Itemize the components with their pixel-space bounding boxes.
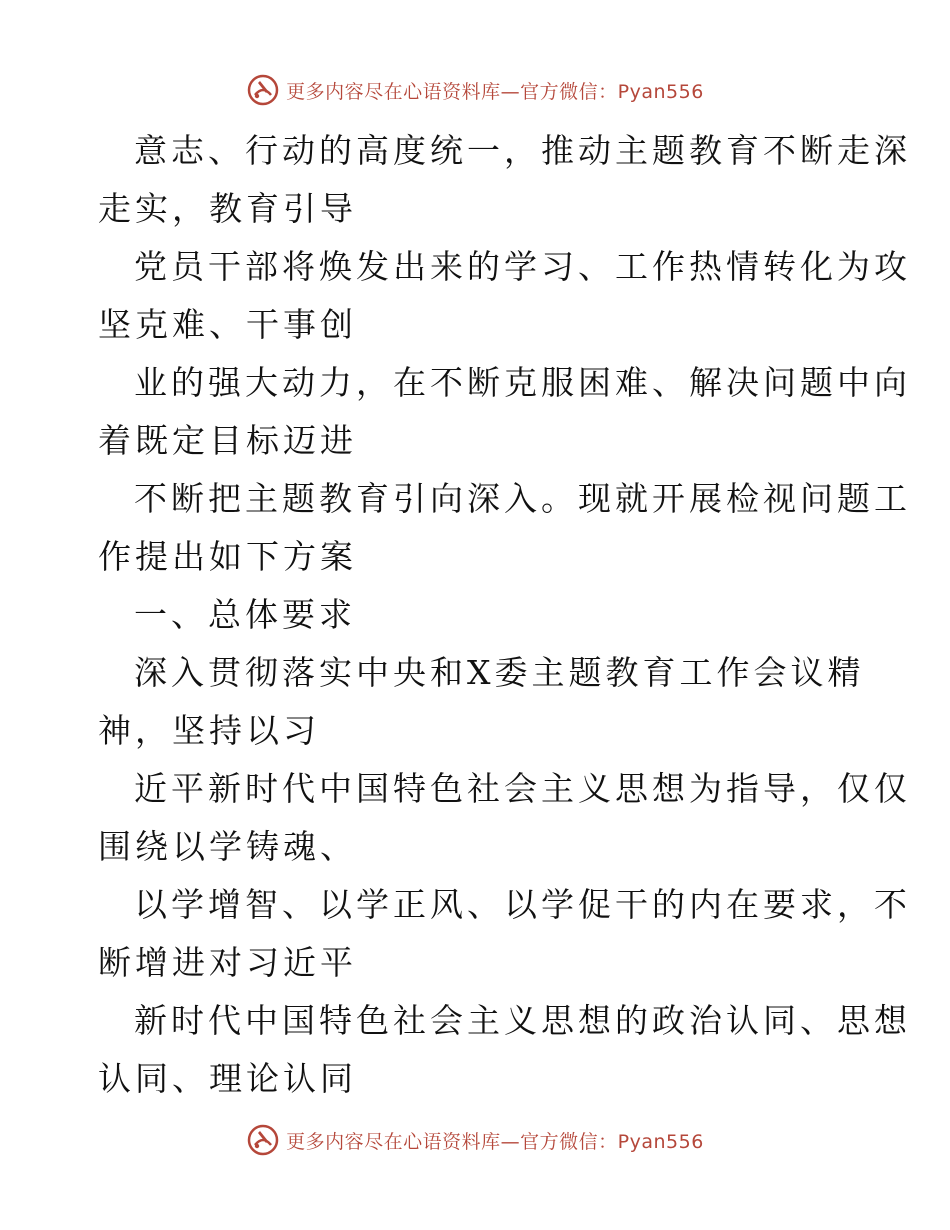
footer-watermark: [0, 1120, 950, 1160]
text-line: 党员干部将焕发出来的学习、工作热情转化为攻: [134, 247, 911, 286]
text-line: 作提出如下方案: [98, 537, 357, 576]
book-pen-logo-icon: [246, 1123, 280, 1157]
section-heading: 一、总体要求: [134, 595, 356, 634]
text-line: 深入贯彻落实中央和X委主题教育工作会议精: [134, 653, 865, 692]
document-body: [98, 122, 911, 1108]
text-line: 围绕以学铸魂、: [98, 827, 357, 866]
text-line: 认同、理论认同: [98, 1059, 357, 1098]
text-line: 坚克难、干事创: [98, 305, 357, 344]
text-line: 以学增智、以学正风、以学促干的内在要求，不: [134, 885, 911, 924]
book-pen-logo-icon: [246, 73, 280, 107]
text-line: 近平新时代中国特色社会主义思想为指导，仅仅: [134, 769, 911, 808]
text-line: 着既定目标迈进: [98, 421, 357, 460]
text-line: 意志、行动的高度统一，推动主题教育不断走深: [134, 131, 911, 170]
text-line: 断增进对习近平: [98, 943, 357, 982]
header-watermark: [0, 70, 950, 110]
watermark-text: 更多内容尽在心语资料库—官方微信：Pyan556: [286, 1130, 704, 1153]
text-line: 新时代中国特色社会主义思想的政治认同、思想: [134, 1001, 911, 1040]
watermark-text: 更多内容尽在心语资料库—官方微信：Pyan556: [286, 80, 704, 103]
text-line: 业的强大动力，在不断克服困难、解决问题中向: [134, 363, 911, 402]
text-line: 走实，教育引导: [98, 189, 357, 228]
text-line: 神，坚持以习: [98, 711, 320, 750]
text-line: 不断把主题教育引向深入。现就开展检视问题工: [134, 479, 911, 518]
